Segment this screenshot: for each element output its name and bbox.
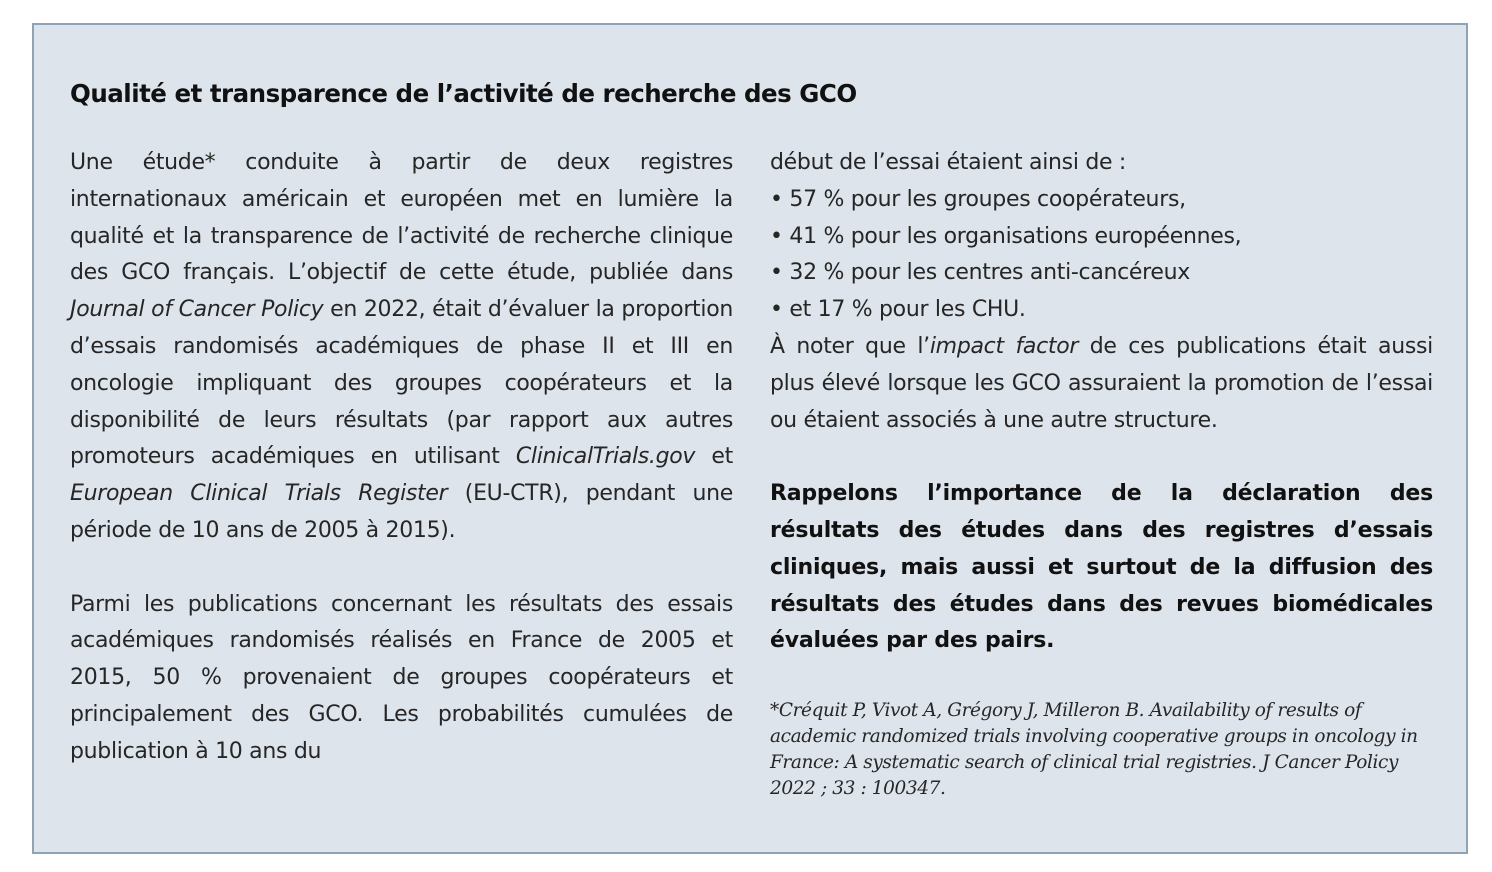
impact-text-1: À noter que l’: [770, 333, 930, 359]
list-item: • et 17 % pour les CHU.: [770, 297, 1026, 323]
study-text-2: en 2022, était d’évaluer la proportion d’essais randomisés académiques de phase II et III en oncologie impliquant des groupes coopérateurs et la disponibilité de leurs résultats (par rapport aux autres promoteurs académiques en utilisant: [70, 297, 733, 470]
list-item: • 57 % pour les groupes coopérateurs,: [770, 186, 1186, 212]
list-item: • 41 % pour les organisations européennes,: [770, 223, 1242, 249]
study-paragraph: [70, 145, 733, 550]
left-column: [70, 145, 733, 771]
study-text-1: Une étude* conduite à partir de deux registres internationaux américain et européen met en lumière la qualité et la transparence de l’activité de recherche clinique des GCO français. L’objectif de cette étude, publiée dans: [70, 150, 733, 286]
impact-note: [770, 329, 1433, 439]
list-item: • 32 % pour les centres anti-cancéreux: [770, 260, 1191, 286]
study-text-4: (EU-CTR), pendant une période de 10 ans de 2005 à 2015).: [70, 481, 733, 543]
probabilities-intro: début de l’essai étaient ainsi de :: [770, 150, 1127, 175]
right-column: [770, 145, 1433, 802]
registry-euctr: European Clinical Trials Register: [70, 481, 448, 507]
journal-name: Journal of Cancer Policy: [70, 297, 324, 323]
box-title: Qualité et transparence de l’activité de recherche des GCO: [70, 79, 857, 108]
impact-factor-term: impact factor: [929, 333, 1079, 359]
publications-paragraph: Parmi les publications concernant les résultats des essais académiques randomisés réalisés en France de 2005 et 2015, 50 % provenaient de groupes coopérateurs et principalement des GCO. Les probabilités cumulées de publication à 10 ans du: [70, 591, 733, 764]
registry-clinicaltrials: ClinicalTrials.gov: [515, 444, 696, 470]
probabilities-list: [770, 182, 1433, 329]
info-box: [32, 23, 1468, 854]
emphasis-paragraph: Rappelons l’importance de la déclaration des résultats des études dans des registres d’essais cliniques, mais aussi et surtout de la diffusion des résultats des études dans des revues biomédicales évaluées par des pairs.: [770, 481, 1433, 654]
impact-text-2: de ces publications était aussi plus élevé lorsque les GCO assuraient la promotion de l’essai ou étaient associés à une autre structure.: [770, 333, 1433, 433]
study-text-3: et: [695, 444, 733, 470]
reference-footnote: *Créquit P, Vivot A, Grégory J, Milleron B. Availability of results of academic randomized trials involving cooperative groups in oncology in France: A systematic search of clinical trial registries. J Cancer Policy 2022 ; 33 : 100347.: [770, 700, 1418, 800]
